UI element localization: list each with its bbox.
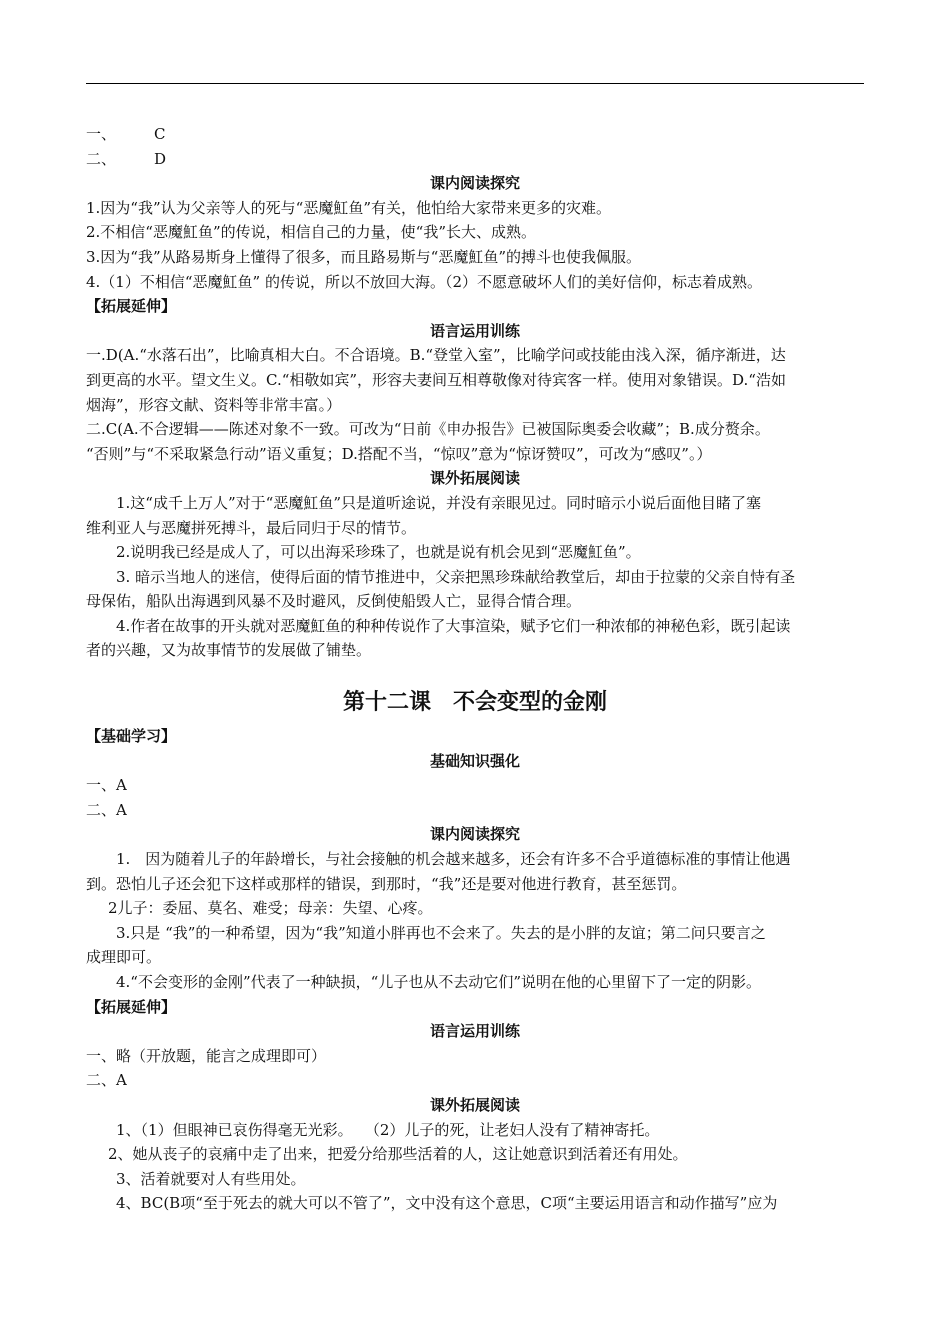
paragraph-line: 一、A [86,776,127,795]
paragraph-line: 4.作者在故事的开头就对恶魔魟鱼的种种传说作了大事渲染，赋予它们一种浓郁的神秘色彩，既引起读 [116,616,791,635]
paragraph-line: 2儿子：委屈、莫名、难受；母亲：失望、心疼。 [108,899,433,918]
section-heading: 基础知识强化 [429,751,520,770]
paragraph-line: 3、活着就要对人有些用处。 [116,1169,306,1188]
paragraph-line: 二、A [86,800,127,819]
paragraph-line: 到更高的水平。望文生义。C.“相敬如宾”，形容夫妻间互相尊敬像对待宾客一样。使用对象错误。D.“浩如 [86,370,786,389]
paragraph-line: 母保佑，船队出海遇到风暴不及时避风，反倒使船毁人亡，显得合情合理。 [86,592,582,611]
paragraph-line: 成理即可。 [86,948,162,967]
paragraph-line: 4.“不会变形的金刚”代表了一种缺损，“儿子也从不去动它们”说明在他的心里留下了一定的阴影。 [116,973,761,991]
paragraph-line: “否则”与“不采取紧急行动”语义重复；D.搭配不当，“惊叹”意为“惊讶赞叹”，可改为“感叹”。） [86,444,712,463]
paragraph-line: 4、BC(B项“至于死去的就大可以不管了”，文中没有这个意思，C项“主要运用语言和动作描写”应为 [116,1194,778,1213]
section-heading: 课内阅读探究 [429,174,520,193]
spacer [86,663,864,680]
paragraph-line: 到。恐怕儿子还会犯下这样或那样的错误，到那时，“我”还是要对他进行教育，甚至惩罚。 [86,874,687,893]
section-heading: 课外拓展阅读 [429,1095,520,1114]
paragraph-line: 3.因为“我”从路易斯身上懂得了很多，而且路易斯与“恶魔魟鱼”的搏斗也使我佩服。 [86,247,641,266]
lesson-title: 第十二课 不会变型的金刚 [342,689,607,716]
paragraph-line: 2.不相信“恶魔魟鱼”的传说，相信自己的力量，使“我”长大、成熟。 [86,223,536,242]
paragraph-line: 1. 因为随着儿子的年龄增长，与社会接触的机会越来越多，还会有许多不合乎道德标准的事情让他遇 [116,850,791,869]
paragraph-line: 2.说明我已经是成人了，可以出海采珍珠了，也就是说有机会见到“恶魔魟鱼”。 [116,543,641,562]
paragraph-line: 烟海”，形容文献、资料等非常丰富。） [86,395,342,414]
answer-line: 二、 D [86,149,167,168]
paragraph-line: 3.只是 “我”的一种希望，因为“我”知道小胖再也不会来了。失去的是小胖的友谊；第二问只要言之 [116,923,766,942]
paragraph-line: 1.这“成千上万人”对于“恶魔魟鱼”只是道听途说，并没有亲眼见过。同时暗示小说后面他目睹了塞 [116,493,761,512]
section-tag: 【基础学习】 [86,727,177,746]
paragraph-line: 一、略（开放题，能言之成理即可） [86,1046,327,1065]
paragraph-line: 3. 暗示当地人的迷信，使得后面的情节推进中，父亲把黑珍珠献给教堂后，却由于拉蒙的父亲自恃有圣 [116,567,796,586]
header-rule [86,83,864,84]
section-heading: 语言运用训练 [429,1022,520,1041]
paragraph-line: 1、（1）但眼神已哀伤得毫无光彩。 （2）儿子的死，让老妇人没有了精神寄托。 [116,1120,660,1139]
section-heading: 课内阅读探究 [429,825,520,844]
section-tag: 【拓展延伸】 [86,297,177,316]
paragraph-line: 者的兴趣，又为故事情节的发展做了铺垫。 [86,641,372,660]
answer-line: 一、 C [86,125,166,143]
paragraph-line: 1.因为“我”认为父亲等人的死与“恶魔魟鱼”有关，他怕给大家带来更多的灾难。 [86,198,611,217]
paragraph-line: 4.（1）不相信“恶魔魟鱼” 的传说，所以不放回大海。（2）不愿意破坏人们的美好信仰，标志着成熟。 [86,272,763,291]
paragraph-line: 一.D(A.“水落石出”，比喻真相大白。不合语境。B.“登堂入室”，比喻学问或技能由浅入深，循序渐进，达 [86,346,786,365]
paragraph-line: 2、她从丧子的哀痛中走了出来，把爱分给那些活着的人，这让她意识到活着还有用处。 [108,1145,688,1164]
answer-page [86,122,864,1216]
section-heading: 课外拓展阅读 [429,469,520,488]
paragraph-line: 二.C(A.不合逻辑——陈述对象不一致。可改为“日前《申办报告》已被国际奥委会收藏”；B.成分赘余。 [86,420,770,439]
paragraph-line: 二、A [86,1071,127,1090]
paragraph-line: 维利亚人与恶魔拼死搏斗，最后同归于尽的情节。 [86,518,417,537]
section-tag: 【拓展延伸】 [86,997,177,1016]
section-heading: 语言运用训练 [429,321,520,340]
